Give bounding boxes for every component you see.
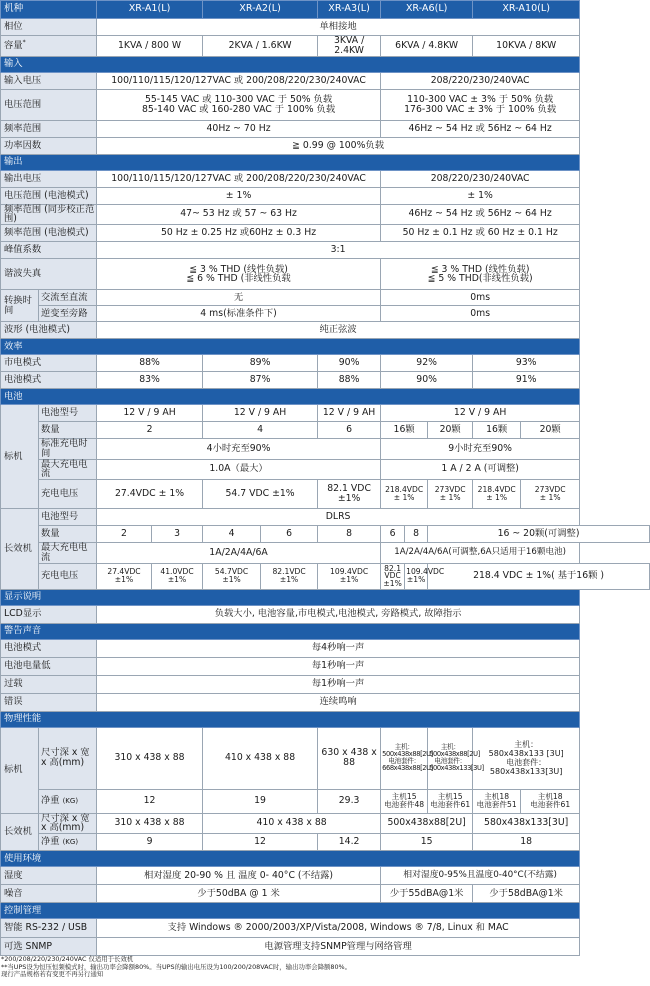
long-current-row: 最大充电电流 1A/2A/4A/6A 1A/2A/4A/6A(可调整,6A只适用于16颗电池) xyxy=(1,543,650,564)
long-battery-qty-row: 数量 2 3 4 6 8 6 8 16 ~ 20颗(可调整) xyxy=(1,526,650,543)
section-input: 输入 xyxy=(1,56,650,72)
eff-line-row: 市电模式 88% 89% 90% 92% 93% xyxy=(1,355,650,372)
phase-value: 单相接地 xyxy=(97,19,580,36)
input-range-row: 电压范围 55-145 VAC 或 110-300 VAC 于 50% 负载 85-140 VAC 或 160-280 VAC 于 100% 负载 110-300 VAC ± 3% 于 50% 负载 176-300 VAC ± 3% 于 100% 负载 xyxy=(1,89,650,120)
output-crest-row: 峰值系数 3:1 xyxy=(1,242,650,259)
output-thd-row: 谐波失真 ≦ 3 % THD (线性负载) ≦ 6 % THD (非线性负载 ≦ 3 % THD (线性负载) ≦ 5 % THD(非线性负载) xyxy=(1,259,650,290)
alarm-row: 错误 连续鸣响 xyxy=(1,693,650,711)
long-dim-row: 长效机 尺寸深 x 宽 x 高(mm) 310 x 438 x 88 410 x 438 x 88 500x438x88[2U] 580x438x133[3U] xyxy=(1,813,650,834)
section-output: 输出 xyxy=(1,154,650,170)
noise-row: 噪音 少于50dBA @ 1 米 少于55dBA@1米 少于58dBA@1米 xyxy=(1,885,650,903)
capacity-row xyxy=(1,36,650,57)
alarm-row: 电池电量低 每1秒响一声 xyxy=(1,657,650,675)
capacity-a1: 1KVA / 800 W xyxy=(97,36,203,57)
alarm-row: 电池模式 每4秒响一声 xyxy=(1,639,650,657)
output-fsync-row: 频率范围 (同步校正范围) 47~ 53 Hz 或 57 ~ 63 Hz 46Hz ~ 54 Hz 或 56Hz ~ 64 Hz xyxy=(1,204,650,225)
long-weight-row: 净重 (KG) 9 12 14.2 15 18 xyxy=(1,834,650,851)
model-label: 机种 xyxy=(1,1,97,19)
capacity-a6: 6KVA / 4.8KW xyxy=(381,36,473,57)
section-battery: 电池 xyxy=(1,389,650,405)
phase-row xyxy=(1,19,650,36)
header-row xyxy=(1,1,650,19)
eff-battery-row: 电池模式 83% 87% 88% 90% 91% xyxy=(1,372,650,389)
input-freq-row: 频率范围 40Hz ~ 70 Hz 46Hz ~ 54 Hz 或 56Hz ~ 64 Hz xyxy=(1,120,650,137)
model-a6: XR-A6(L) xyxy=(381,1,473,19)
footnotes xyxy=(0,956,650,979)
lcd-row: LCD显示 负载大小, 电池容量,市电模式,电池模式, 旁路模式, 故障指示 xyxy=(1,605,650,623)
model-a3: XR-A3(L) xyxy=(318,1,381,19)
output-wave-row: 波形 (电池模式) 纯正弦波 xyxy=(1,322,650,339)
alarm-row: 过载 每1秒响一声 xyxy=(1,675,650,693)
section-environment: 使用环境 xyxy=(1,851,650,867)
input-range-low: 55-145 VAC 或 110-300 VAC 于 50% 负载 85-140 VAC 或 160-280 VAC 于 100% 负载 xyxy=(97,89,381,120)
input-voltage-row: 输入电压 100/110/115/120/127VAC 或 200/208/220/230/240VAC 208/220/230/240VAC xyxy=(1,72,650,89)
model-a10: XR-A10(L) xyxy=(473,1,580,19)
capacity-a2: 2KVA / 1.6KW xyxy=(203,36,318,57)
snmp-row: 可选 SNMP 电源管理支持SNMP管理与网络管理 xyxy=(1,938,650,956)
output-voltage-row: 输出电压 100/110/115/120/127VAC 或 200/208/220/230/240VAC 208/220/230/240VAC xyxy=(1,170,650,187)
footnote: **当UPS设为恒压恒频模式时，输出功率会降额80%。当UPS的输出电压设为100/200/208VAC时，输出功率会降额80%。 xyxy=(1,962,352,971)
section-management: 控制管理 xyxy=(1,903,650,919)
input-voltage-high: 208/220/230/240VAC xyxy=(381,72,580,89)
std-recharge-row: 标准充电时间 4小时充至90% 9小时充至90% xyxy=(1,439,650,460)
phys-long-label: 长效机 xyxy=(1,813,39,851)
smart-row: 智能 RS-232 / USB 支持 Windows ® 2000/2003/XP/Vista/2008, Windows ® 7/8, Linux 和 MAC xyxy=(1,919,650,938)
capacity-label: 容量* xyxy=(1,36,97,57)
section-physical: 物理性能 xyxy=(1,711,650,727)
long-cvolt-row: 充电电压 27.4VDC ±1% 41.0VDC ±1% 54.7VDC ±1% 82.1VDC ±1% 109.4VDC ±1% 82.1 VDC ±1% 109.4VDC ±1% 218.4 VDC ± 1%( 基于16颗 ) xyxy=(1,563,650,589)
std-model-label: 标机 xyxy=(1,405,39,509)
model-a2: XR-A2(L) xyxy=(203,1,318,19)
transfer-label: 转换时间 xyxy=(1,290,39,322)
section-alarm: 警告声音 xyxy=(1,623,650,639)
footnote: *200/208/220/230/240VAC 仅适用于长效机 xyxy=(1,955,134,963)
transfer-ac-row: 转换时间 交流至直流 无 0ms xyxy=(1,290,650,306)
model-a1: XR-A1(L) xyxy=(97,1,203,19)
input-voltage-low: 100/110/115/120/127VAC 或 200/208/220/230/240VAC xyxy=(97,72,381,89)
phys-std-label: 标机 xyxy=(1,727,39,813)
transfer-inv-row: 逆变至旁路 4 ms(标准条件下) 0ms xyxy=(1,306,650,322)
std-battery-qty-row: 数量 2 4 6 16颗 20颗 16颗 20颗 xyxy=(1,422,650,439)
input-pf-row: 功率因数 ≧ 0.99 @ 100%负载 xyxy=(1,137,650,154)
std-cvolt-row: 充电电压 27.4VDC ± 1% 54.7 VDC ±1% 82.1 VDC ±1% 218.4VDC ± 1% 273VDC ± 1% 218.4VDC ± 1% 273VDC ± 1% xyxy=(1,480,650,509)
output-vrange-row: 电压范围 (电池模式) ± 1% ± 1% xyxy=(1,187,650,204)
phase-label: 相位 xyxy=(1,19,97,36)
footnote: 现行产品规格若有变更不再另行通知 xyxy=(1,970,104,979)
input-range-high: 110-300 VAC ± 3% 于 50% 负载 176-300 VAC ± 3% 于 100% 负载 xyxy=(381,89,580,120)
section-efficiency: 效率 xyxy=(1,339,650,355)
section-display: 显示说明 xyxy=(1,589,650,605)
humidity-row: 湿度 相对湿度 20-90 % 且 温度 0- 40°C (不结露) 相对湿度0-95%且温度0-40°C(不结露) xyxy=(1,867,650,885)
std-dim-row: 标机 尺寸深 x 宽 x 高(mm) 310 x 438 x 88 410 x 438 x 88 630 x 438 x 88 主机： 500x438x88[2U] 电池套件： 668x438x88[2U] 主机： 500x438x88[2U] 电池套件： 500x438x133[3U] 主机： 580x438x133 [3U] 电池套件： 580x438x133[3U] xyxy=(1,727,650,789)
capacity-a10: 10KVA / 8KW xyxy=(473,36,580,57)
long-model-label: 长效机 xyxy=(1,509,39,590)
std-weight-row: 净重 (KG) 12 19 29.3 主机15 电池套件48 主机15 电池套件61 主机18 电池套件51 主机18 电池套件61 xyxy=(1,789,650,813)
capacity-a3: 3KVA / 2.4KW xyxy=(318,36,381,57)
output-fbatt-row: 频率范围 (电池模式) 50 Hz ± 0.25 Hz 或60Hz ± 0.3 Hz 50 Hz ± 0.1 Hz 或 60 Hz ± 0.1 Hz xyxy=(1,225,650,242)
long-battery-type-row: 长效机 电池型号 DLRS xyxy=(1,509,650,526)
std-battery-type-row: 标机 电池型号 12 V / 9 AH 12 V / 9 AH 12 V / 9 AH 12 V / 9 AH xyxy=(1,405,650,422)
std-current-row: 最大充电电流 1.0A（最大） 1 A / 2 A (可调整) xyxy=(1,459,650,480)
